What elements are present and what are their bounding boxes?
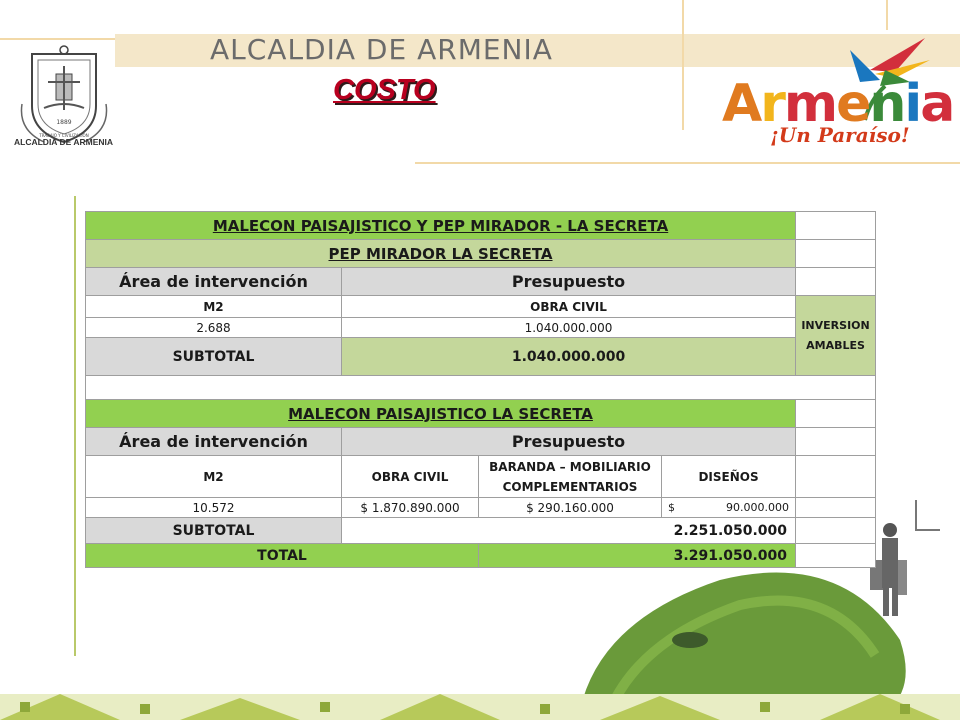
total-label: TOTAL bbox=[86, 544, 479, 568]
crest-motto: TRABAJO Y CIVILIZACION bbox=[39, 133, 89, 138]
section2-sub-area: M2 bbox=[86, 456, 342, 498]
table-cell bbox=[796, 400, 876, 428]
crest-icon bbox=[14, 44, 114, 148]
section1-sub-area: M2 bbox=[86, 296, 342, 318]
table-cell bbox=[796, 498, 876, 518]
footer-pattern bbox=[0, 684, 960, 720]
logo-wordmark: Armenia bbox=[722, 74, 954, 134]
table-cell bbox=[796, 240, 876, 268]
left-rule bbox=[74, 196, 76, 656]
section2-sub-baranda: BARANDA – MOBILIARIO COMPLEMENTARIOS bbox=[479, 456, 662, 498]
table-cell bbox=[796, 456, 876, 498]
section1-subtotal-value: 1.040.000.000 bbox=[342, 338, 796, 376]
cost-table bbox=[85, 211, 876, 568]
section2-obra-value: $ 1.870.890.000 bbox=[342, 498, 479, 518]
table-cell bbox=[796, 428, 876, 456]
section2-disenos-value: 90.000.000 bbox=[726, 501, 790, 514]
section2-baranda-value: $ 290.160.000 bbox=[479, 498, 662, 518]
section2-sub-disenos: DISEÑOS bbox=[662, 456, 796, 498]
section2-title: MALECON PAISAJISTICO LA SECRETA bbox=[86, 400, 796, 428]
crest-caption: ALCALDIA DE ARMENIA bbox=[14, 137, 114, 147]
section2-disenos-currency: $ bbox=[668, 501, 675, 514]
section1-subtotal-label: SUBTOTAL bbox=[86, 338, 342, 376]
section2-subtotal-label: SUBTOTAL bbox=[86, 518, 342, 544]
section2-sub-obra: OBRA CIVIL bbox=[342, 456, 479, 498]
section2-col-area: Área de intervención bbox=[86, 428, 342, 456]
section1-area-value: 2.688 bbox=[86, 318, 342, 338]
section1-col-budget: Presupuesto bbox=[342, 268, 796, 296]
section1-obra-value: 1.040.000.000 bbox=[342, 318, 796, 338]
table-cell bbox=[796, 518, 876, 544]
people-silhouette-icon bbox=[870, 500, 960, 620]
header-rule-left bbox=[0, 38, 115, 40]
logo-tagline: ¡Un Paraíso! bbox=[770, 123, 910, 147]
section2-disenos-cell bbox=[662, 498, 796, 518]
section1-sub-obra: OBRA CIVIL bbox=[342, 296, 796, 318]
section2-subtotal-value: 2.251.050.000 bbox=[342, 518, 796, 544]
table-cell bbox=[796, 544, 876, 568]
total-value: 3.291.050.000 bbox=[479, 544, 796, 568]
institution-title: ALCALDIA DE ARMENIA bbox=[210, 33, 553, 66]
table-title: MALECON PAISAJISTICO Y PEP MIRADOR - LA SECRETA bbox=[86, 212, 796, 240]
header-rule-right bbox=[886, 0, 888, 30]
header-divider bbox=[682, 0, 684, 130]
section1-col-area: Área de intervención bbox=[86, 268, 342, 296]
table-cell bbox=[796, 212, 876, 240]
spacer-row bbox=[86, 376, 876, 400]
crest-year: 1889 bbox=[56, 119, 72, 126]
section-title: COSTO bbox=[333, 74, 436, 106]
section2-col-budget: Presupuesto bbox=[342, 428, 796, 456]
table-cell bbox=[796, 268, 876, 296]
section1-title: PEP MIRADOR LA SECRETA bbox=[86, 240, 796, 268]
section2-area-value: 10.572 bbox=[86, 498, 342, 518]
section1-side-note: INVERSION AMABLES bbox=[796, 296, 876, 376]
